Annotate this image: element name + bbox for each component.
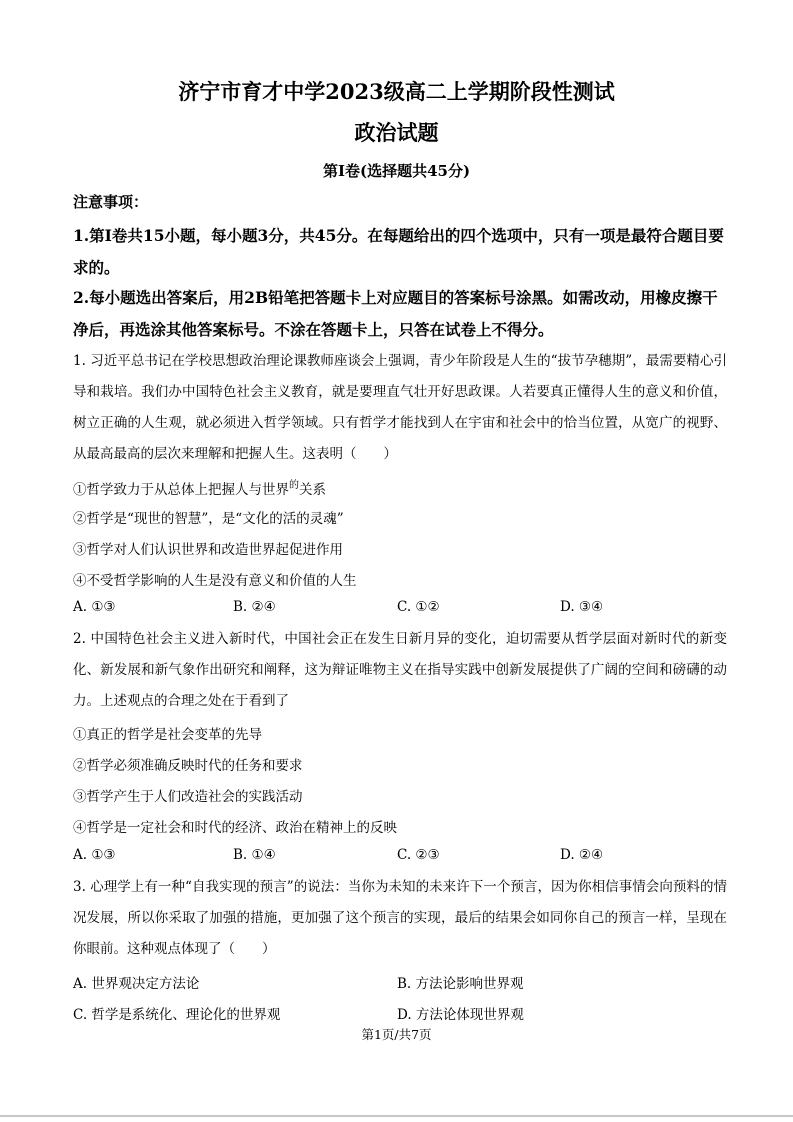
- option-a[interactable]: A. ①③: [73, 847, 116, 863]
- options-row: [73, 847, 733, 867]
- stray-glyph: 的: [289, 480, 299, 491]
- statement: ④哲学是一定社会和时代的经济、政治在精神上的反映: [73, 820, 397, 836]
- option-c[interactable]: C. ②③: [397, 847, 440, 863]
- notes-heading: 注意事项：: [73, 193, 149, 211]
- option-b[interactable]: B. ②④: [233, 599, 276, 615]
- options-row: [73, 972, 733, 992]
- exam-title: 济宁市育才中学2023级高二上学期阶段性测试: [178, 79, 615, 104]
- statement-tail: 关系: [299, 482, 326, 498]
- note-item: 1.第Ⅰ卷共15小题，每小题3分，共45分。在每题给出的四个选项中，只有一项是最符合题目要求的。: [73, 226, 724, 277]
- option-d[interactable]: D. ②④: [560, 847, 604, 863]
- statement: ③哲学对人们认识世界和改造世界起促进作用: [73, 542, 343, 558]
- question-stem: 1. 习近平总书记在学校思想政治理论课教师座谈会上强调，青少年阶段是人生的“拔节孕穗期”，最需要精心引导和栽培。我们办中国特色社会主义教育，就是要理直气壮开好思政课。人若要真正懂得人生的意义和价值，树立正确的人生观，就必须进入哲学领域。只有哲学才能找到人在宇宙和社会中的恰当位置，从宽广的视野、从最高最高的层次来理解和把握人生。这表明（ ）: [73, 353, 727, 462]
- options-row: [73, 599, 733, 619]
- option-c[interactable]: C. 哲学是系统化、理论化的世界观: [73, 1007, 281, 1023]
- statement: ②哲学必须准确反映时代的任务和要求: [73, 758, 303, 774]
- question-stem: 3. 心理学上有一种“自我实现的预言”的说法：当你为未知的未来许下一个预言，因为你相信事情会向预料的情况发展，所以你采取了加强的措施，更加强了这个预言的实现，最后的结果会如同你自己的预言一样，呈现在你眼前。这种观点体现了（ ）: [73, 879, 727, 957]
- option-c[interactable]: C. ①②: [397, 599, 440, 615]
- page-number: 第1页/共7页: [361, 1027, 432, 1042]
- option-b[interactable]: B. 方法论影响世界观: [397, 976, 524, 992]
- option-d[interactable]: D. 方法论体现世界观: [397, 1007, 524, 1023]
- statement: [73, 476, 326, 498]
- option-a[interactable]: A. ①③: [73, 599, 116, 615]
- note-item: 2.每小题选出答案后，用2B铅笔把答题卡上对应题目的答案标号涂黑。如需改动，用橡皮擦干净后，再选涂其他答案标号。不涂在答题卡上，只答在试卷上不得分。: [73, 288, 718, 339]
- subject-title: 政治试题: [354, 120, 439, 145]
- option-a[interactable]: A. 世界观决定方法论: [73, 976, 200, 992]
- section-title: 第Ⅰ卷(选择题共45分): [322, 162, 471, 180]
- bottom-divider: [0, 1115, 793, 1117]
- statement: ①真正的哲学是社会变革的先导: [73, 727, 262, 743]
- question-stem: 2. 中国特色社会主义进入新时代，中国社会正在发生日新月异的变化，迫切需要从哲学层面对新时代的新变化、新发展和新气象作出研究和阐释，这为辩证唯物主义在指导实践中创新发展提供了广阔的空间和磅礴的动力。上述观点的合理之处在于看到了: [73, 631, 727, 709]
- statement: ②哲学是“现世的智慧”，是“文化的活的灵魂”: [73, 511, 344, 527]
- options-row: [73, 1003, 733, 1023]
- option-b[interactable]: B. ①④: [233, 847, 276, 863]
- statement: ④不受哲学影响的人生是没有意义和价值的人生: [73, 573, 357, 589]
- option-d[interactable]: D. ③④: [560, 599, 604, 615]
- statement: ③哲学产生于人们改造社会的实践活动: [73, 789, 303, 805]
- statement-text: ①哲学致力于从总体上把握人与世界: [73, 482, 289, 498]
